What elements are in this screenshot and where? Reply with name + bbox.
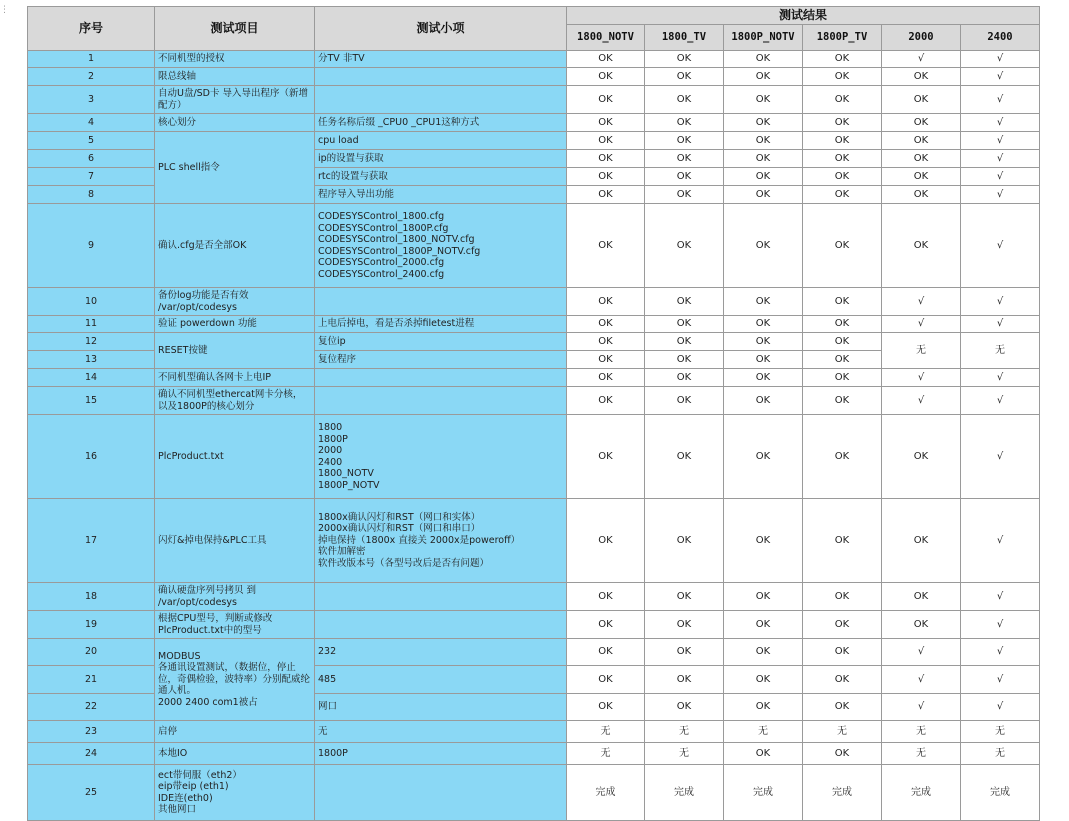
cell-seq: 7 <box>28 168 155 186</box>
cell-result: OK <box>882 583 961 611</box>
cell-result: OK <box>803 186 882 204</box>
table-row <box>28 333 1040 351</box>
cell-result: √ <box>961 639 1040 666</box>
cell-result: OK <box>567 666 645 694</box>
cell-result: OK <box>645 186 724 204</box>
cell-result: OK <box>567 387 645 415</box>
cell-result: OK <box>724 694 803 721</box>
cell-result: OK <box>803 415 882 499</box>
table-row <box>28 288 1040 316</box>
header-seq: 序号 <box>28 7 155 51</box>
cell-result: OK <box>645 51 724 68</box>
table-row <box>28 387 1040 415</box>
table-row <box>28 316 1040 333</box>
table-row <box>28 743 1040 765</box>
cell-seq: 4 <box>28 114 155 132</box>
cell-test-item: ect带伺服（eth2） eip带eip (eth1) IDE连(eth0) 其他网口 <box>155 765 315 821</box>
cell-result: √ <box>961 68 1040 86</box>
cell-test-subitem <box>315 68 567 86</box>
cell-result: OK <box>882 168 961 186</box>
cell-seq: 6 <box>28 150 155 168</box>
cell-test-subitem: 网口 <box>315 694 567 721</box>
cell-result: 完成 <box>961 765 1040 821</box>
cell-result: OK <box>724 387 803 415</box>
cell-result: 无 <box>882 333 961 369</box>
cell-seq: 3 <box>28 86 155 114</box>
cell-result: OK <box>724 168 803 186</box>
cell-result: √ <box>882 288 961 316</box>
cell-test-subitem: 上电后掉电，看是否杀掉filetest进程 <box>315 316 567 333</box>
table-body <box>28 51 1040 821</box>
table-row <box>28 583 1040 611</box>
cell-seq: 25 <box>28 765 155 821</box>
cell-result: OK <box>645 114 724 132</box>
cell-result: OK <box>803 583 882 611</box>
cell-test-item: 本地IO <box>155 743 315 765</box>
header-model: 1800_NOTV <box>567 25 645 51</box>
cell-result: OK <box>567 639 645 666</box>
cell-result: OK <box>724 132 803 150</box>
cell-result: √ <box>882 666 961 694</box>
cell-result: OK <box>803 86 882 114</box>
cell-seq: 16 <box>28 415 155 499</box>
cell-result: 无 <box>961 721 1040 743</box>
cell-result: OK <box>645 150 724 168</box>
cell-seq: 2 <box>28 68 155 86</box>
table-row <box>28 721 1040 743</box>
header-model: 1800_TV <box>645 25 724 51</box>
table-row <box>28 369 1040 387</box>
cell-seq: 20 <box>28 639 155 666</box>
cell-test-item: 自动U盘/SD卡 导入导出程序（新增配方） <box>155 86 315 114</box>
cell-result: OK <box>803 150 882 168</box>
cell-result: OK <box>567 694 645 721</box>
cell-result: √ <box>961 316 1040 333</box>
cell-test-subitem: 复位程序 <box>315 351 567 369</box>
header-model: 1800P_TV <box>803 25 882 51</box>
cell-result: OK <box>882 186 961 204</box>
cell-result: OK <box>882 611 961 639</box>
cell-test-subitem <box>315 86 567 114</box>
cell-result: 完成 <box>567 765 645 821</box>
table-row <box>28 68 1040 86</box>
cell-result: OK <box>724 743 803 765</box>
cell-result: OK <box>645 694 724 721</box>
cell-result: OK <box>645 369 724 387</box>
cell-result: OK <box>645 387 724 415</box>
cell-result: √ <box>961 288 1040 316</box>
cell-test-item: 不同机型确认各网卡上电IP <box>155 369 315 387</box>
cell-result: OK <box>803 333 882 351</box>
cell-result: OK <box>803 499 882 583</box>
cell-test-subitem: 分TV 非TV <box>315 51 567 68</box>
cell-seq: 9 <box>28 204 155 288</box>
cell-result: OK <box>724 68 803 86</box>
cell-test-subitem: 1800P <box>315 743 567 765</box>
cell-result: 完成 <box>724 765 803 821</box>
cell-result: √ <box>961 369 1040 387</box>
cell-result: OK <box>803 51 882 68</box>
cell-result: 无 <box>567 743 645 765</box>
table-row <box>28 765 1040 821</box>
cell-result: OK <box>567 168 645 186</box>
cell-result: OK <box>803 316 882 333</box>
cell-result: OK <box>567 351 645 369</box>
cell-result: √ <box>961 611 1040 639</box>
cell-result: OK <box>567 86 645 114</box>
cell-result: 无 <box>882 721 961 743</box>
cell-result: √ <box>882 694 961 721</box>
cell-result: OK <box>882 114 961 132</box>
cell-test-subitem: ip的设置与获取 <box>315 150 567 168</box>
cell-result: OK <box>645 132 724 150</box>
header-test-item: 测试项目 <box>155 7 315 51</box>
cell-result: √ <box>961 168 1040 186</box>
cell-result: OK <box>803 204 882 288</box>
cell-result: OK <box>567 132 645 150</box>
cell-result: OK <box>724 333 803 351</box>
table-row <box>28 611 1040 639</box>
cell-test-subitem: cpu load <box>315 132 567 150</box>
cell-result: OK <box>567 68 645 86</box>
cell-result: OK <box>724 499 803 583</box>
cell-result: OK <box>803 369 882 387</box>
cell-result: 无 <box>882 743 961 765</box>
cell-result: OK <box>882 499 961 583</box>
cell-result: OK <box>567 611 645 639</box>
cell-result: OK <box>724 150 803 168</box>
cell-result: OK <box>724 316 803 333</box>
cell-test-item: 不同机型的授权 <box>155 51 315 68</box>
cell-result: √ <box>882 316 961 333</box>
cell-test-item: 根据CPU型号，判断或修改PlcProduct.txt中的型号 <box>155 611 315 639</box>
cell-result: √ <box>961 583 1040 611</box>
cell-result: √ <box>882 387 961 415</box>
cell-seq: 18 <box>28 583 155 611</box>
cell-seq: 14 <box>28 369 155 387</box>
cell-result: √ <box>882 639 961 666</box>
table-row <box>28 51 1040 68</box>
cell-result: OK <box>724 51 803 68</box>
cell-result: OK <box>645 288 724 316</box>
cell-result: OK <box>645 68 724 86</box>
cell-result: OK <box>645 204 724 288</box>
cell-test-item: 闪灯&掉电保持&PLC工具 <box>155 499 315 583</box>
cell-result: OK <box>803 68 882 86</box>
cell-seq: 21 <box>28 666 155 694</box>
cell-result: √ <box>961 114 1040 132</box>
cell-result: OK <box>803 694 882 721</box>
cell-result: OK <box>882 132 961 150</box>
drag-handle-icon[interactable]: ⋮ <box>0 5 9 15</box>
cell-result: √ <box>961 204 1040 288</box>
cell-result: OK <box>567 369 645 387</box>
cell-test-subitem: rtc的设置与获取 <box>315 168 567 186</box>
cell-result: √ <box>961 86 1040 114</box>
cell-result: OK <box>803 387 882 415</box>
cell-result: 无 <box>645 743 724 765</box>
cell-result: 完成 <box>882 765 961 821</box>
cell-result: OK <box>882 415 961 499</box>
cell-test-subitem: 232 <box>315 639 567 666</box>
cell-result: OK <box>567 204 645 288</box>
cell-result: OK <box>645 415 724 499</box>
cell-result: √ <box>882 51 961 68</box>
cell-seq: 8 <box>28 186 155 204</box>
cell-result: OK <box>803 168 882 186</box>
cell-result: OK <box>724 204 803 288</box>
cell-result: OK <box>645 351 724 369</box>
cell-test-subitem: 任务名称后缀 _CPU0 _CPU1这种方式 <box>315 114 567 132</box>
cell-result: OK <box>724 86 803 114</box>
cell-test-subitem <box>315 611 567 639</box>
cell-result: 无 <box>567 721 645 743</box>
cell-result: OK <box>567 499 645 583</box>
cell-seq: 13 <box>28 351 155 369</box>
table-row <box>28 132 1040 150</box>
cell-seq: 10 <box>28 288 155 316</box>
cell-result: OK <box>724 351 803 369</box>
cell-result: OK <box>882 204 961 288</box>
cell-result: 完成 <box>645 765 724 821</box>
cell-seq: 11 <box>28 316 155 333</box>
cell-result: OK <box>567 114 645 132</box>
header-model: 2400 <box>961 25 1040 51</box>
cell-test-subitem: 无 <box>315 721 567 743</box>
cell-result: OK <box>645 583 724 611</box>
cell-result: OK <box>724 611 803 639</box>
cell-result: OK <box>803 611 882 639</box>
cell-seq: 5 <box>28 132 155 150</box>
cell-seq: 17 <box>28 499 155 583</box>
cell-seq: 23 <box>28 721 155 743</box>
cell-result: OK <box>645 316 724 333</box>
cell-result: OK <box>645 86 724 114</box>
cell-result: √ <box>961 415 1040 499</box>
cell-result: OK <box>724 114 803 132</box>
table-row <box>28 86 1040 114</box>
cell-result: √ <box>961 150 1040 168</box>
cell-result: OK <box>567 150 645 168</box>
cell-result: OK <box>803 288 882 316</box>
cell-test-subitem: 1800 1800P 2000 2400 1800_NOTV 1800P_NOTV <box>315 415 567 499</box>
cell-seq: 24 <box>28 743 155 765</box>
cell-result: OK <box>567 186 645 204</box>
header-test-result: 测试结果 <box>567 7 1040 25</box>
cell-result: OK <box>724 666 803 694</box>
cell-result: OK <box>567 316 645 333</box>
cell-result: OK <box>724 288 803 316</box>
cell-result: √ <box>961 51 1040 68</box>
cell-result: OK <box>724 583 803 611</box>
cell-result: OK <box>803 639 882 666</box>
cell-test-subitem <box>315 387 567 415</box>
cell-result: OK <box>645 333 724 351</box>
cell-test-subitem: 复位ip <box>315 333 567 351</box>
cell-test-item: PlcProduct.txt <box>155 415 315 499</box>
table-row <box>28 639 1040 666</box>
cell-result: OK <box>724 415 803 499</box>
cell-seq: 19 <box>28 611 155 639</box>
cell-result: OK <box>803 132 882 150</box>
cell-result: OK <box>724 639 803 666</box>
cell-result: OK <box>803 743 882 765</box>
cell-result: OK <box>645 639 724 666</box>
cell-test-subitem <box>315 583 567 611</box>
cell-result: √ <box>961 666 1040 694</box>
cell-result: OK <box>645 499 724 583</box>
cell-result: OK <box>567 415 645 499</box>
cell-test-subitem: 1800x确认闪灯和RST（网口和实体） 2000x确认闪灯和RST（网口和串口） 掉电保持（1800x 直接关 2000x是poweroff） 软件加解密 软件改版本号（各型号改后是否有问题） <box>315 499 567 583</box>
cell-test-item: 验证 powerdown 功能 <box>155 316 315 333</box>
cell-result: OK <box>882 150 961 168</box>
table-row <box>28 114 1040 132</box>
header-test-subitem: 测试小项 <box>315 7 567 51</box>
cell-result: √ <box>961 186 1040 204</box>
cell-result: OK <box>882 68 961 86</box>
cell-test-subitem <box>315 765 567 821</box>
cell-result: OK <box>567 333 645 351</box>
table-row <box>28 415 1040 499</box>
cell-seq: 1 <box>28 51 155 68</box>
cell-result: OK <box>567 583 645 611</box>
cell-test-item: RESET按键 <box>155 333 315 369</box>
cell-result: OK <box>724 186 803 204</box>
cell-result: OK <box>645 611 724 639</box>
cell-test-item: MODBUS 各通讯设置测试，（数据位，停止位，奇偶检验，波特率）分别配威纶通人机。 2000 2400 com1被占 <box>155 639 315 721</box>
cell-result: √ <box>961 499 1040 583</box>
cell-test-item: 确认.cfg是否全部OK <box>155 204 315 288</box>
cell-seq: 12 <box>28 333 155 351</box>
test-results-table <box>27 6 1040 821</box>
cell-test-item: 确认硬盘序列号拷贝 到 /var/opt/codesys <box>155 583 315 611</box>
cell-result: OK <box>803 351 882 369</box>
cell-seq: 15 <box>28 387 155 415</box>
cell-result: √ <box>882 369 961 387</box>
cell-seq: 22 <box>28 694 155 721</box>
cell-result: 无 <box>724 721 803 743</box>
cell-result: OK <box>645 168 724 186</box>
cell-test-item: 限总线轴 <box>155 68 315 86</box>
cell-result: OK <box>567 288 645 316</box>
cell-result: √ <box>961 132 1040 150</box>
cell-test-subitem: 程序导入导出功能 <box>315 186 567 204</box>
cell-test-subitem: 485 <box>315 666 567 694</box>
cell-result: OK <box>567 51 645 68</box>
header-model: 1800P_NOTV <box>724 25 803 51</box>
cell-result: 无 <box>961 333 1040 369</box>
cell-result: OK <box>724 369 803 387</box>
cell-result: 完成 <box>803 765 882 821</box>
table-row <box>28 499 1040 583</box>
header-model: 2000 <box>882 25 961 51</box>
cell-result: 无 <box>645 721 724 743</box>
cell-test-item: 启停 <box>155 721 315 743</box>
cell-test-subitem <box>315 369 567 387</box>
cell-test-item: 核心划分 <box>155 114 315 132</box>
cell-result: 无 <box>961 743 1040 765</box>
cell-test-item: PLC shell指令 <box>155 132 315 204</box>
cell-result: OK <box>882 86 961 114</box>
cell-test-subitem: CODESYSControl_1800.cfg CODESYSControl_1800P.cfg CODESYSControl_1800_NOTV.cfg CODESYSControl_1800P_NOTV.cfg CODESYSControl_2000.cfg CODESYSControl_2400.cfg <box>315 204 567 288</box>
cell-result: √ <box>961 387 1040 415</box>
cell-result: 无 <box>803 721 882 743</box>
cell-result: √ <box>961 694 1040 721</box>
cell-result: OK <box>645 666 724 694</box>
cell-result: OK <box>803 666 882 694</box>
cell-test-item: 确认不同机型ethercat网卡分核，以及1800P的核心划分 <box>155 387 315 415</box>
cell-test-subitem <box>315 288 567 316</box>
table-row <box>28 204 1040 288</box>
cell-result: OK <box>803 114 882 132</box>
cell-test-item: 备份log功能是否有效 /var/opt/codesys <box>155 288 315 316</box>
